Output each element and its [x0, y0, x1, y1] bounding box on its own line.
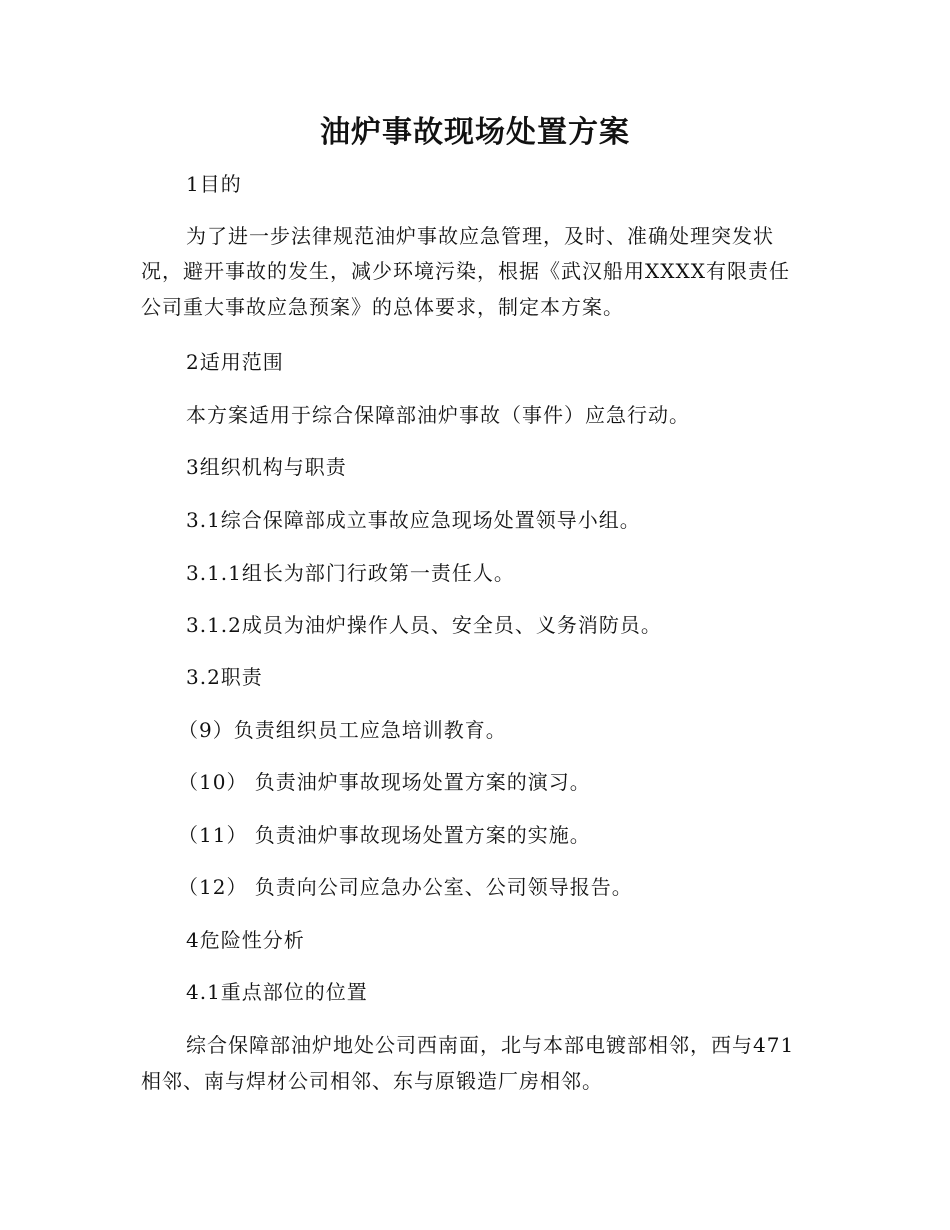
list-item: （12） 负责向公司应急办公室、公司领导报告。	[178, 875, 633, 899]
list-item: （10） 负责油炉事故现场处置方案的演习。	[178, 770, 591, 794]
subsection-heading-key-location: 4.1重点部位的位置	[186, 980, 368, 1004]
list-item: （11） 负责油炉事故现场处置方案的实施。	[178, 823, 591, 847]
section-heading-purpose: 1目的	[186, 172, 242, 196]
subsection-heading-duties: 3.2职责	[186, 665, 263, 689]
section-heading-hazard-analysis: 4危险性分析	[186, 928, 305, 952]
list-item: （9）负责组织员工应急培训教育。	[178, 718, 507, 742]
subsection-line: 3.1综合保障部成立事故应急现场处置领导小组。	[186, 508, 641, 532]
paragraph-line: 综合保障部油炉地处公司西南面，北与本部电镀部相邻，西与471	[186, 1033, 795, 1057]
paragraph-line: 公司重大事故应急预案》的总体要求，制定本方案。	[141, 295, 624, 319]
paragraph-line: 相邻、南与焊材公司相邻、东与原锻造厂房相邻。	[141, 1069, 603, 1093]
document-title: 油炉事故现场处置方案	[320, 115, 630, 150]
subsection-line: 3.1.1组长为部门行政第一责任人。	[186, 561, 515, 585]
section-heading-organization: 3组织机构与职责	[186, 455, 347, 479]
paragraph-line: 况，避开事故的发生，减少环境污染，根据《武汉船用XXXX有限责任	[141, 259, 790, 283]
subsection-line: 3.1.2成员为油炉操作人员、安全员、义务消防员。	[186, 613, 662, 637]
paragraph-line: 为了进一步法律规范油炉事故应急管理，及时、准确处理突发状	[186, 224, 774, 248]
section-heading-scope: 2适用范围	[186, 350, 284, 374]
paragraph-line: 本方案适用于综合保障部油炉事故（事件）应急行动。	[186, 403, 690, 427]
